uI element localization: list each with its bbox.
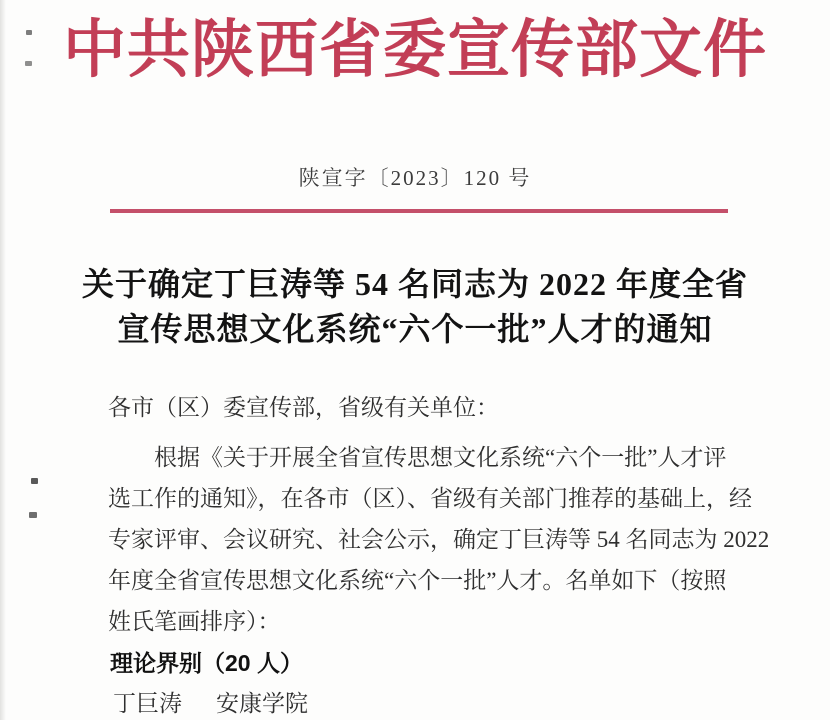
masthead-title: 中共陕西省委宣传部文件 <box>63 15 767 85</box>
salutation: 各市（区）委宣传部，省级有关单位： <box>108 395 499 420</box>
red-divider-rule <box>110 209 728 213</box>
section-heading-theory-category: 理论界别（20 人） <box>110 650 303 676</box>
scan-speck <box>29 512 37 518</box>
body-line: 年度全省宣传思想文化系统“六个一批”人才。名单如下（按照 <box>108 568 727 593</box>
scan-edge-shadow <box>0 0 6 720</box>
roster-person-name: 丁巨涛 <box>113 691 182 716</box>
body-paragraph <box>108 437 770 642</box>
body-line: 专家评审、会议研究、社会公示，确定丁巨涛等 54 名同志为 2022 <box>108 527 770 552</box>
body-line: 姓氏笔画排序）： <box>108 609 281 634</box>
subject-title <box>0 262 830 352</box>
scan-speck <box>31 478 38 484</box>
body-line: 根据《关于开展全省宣传思想文化系统“六个一批”人才评 <box>154 445 727 470</box>
subject-title-line1: 关于确定丁巨涛等 54 名同志为 2022 年度全省 <box>81 266 748 302</box>
body-line: 选工作的通知》，在各市（区）、省级有关部门推荐的基础上，经 <box>108 486 752 511</box>
subject-title-line2: 宣传思想文化系统“六个一批”人才的通知 <box>117 311 713 347</box>
roster-row <box>113 688 308 720</box>
document-number: 陕宣字〔2023〕120 号 <box>298 166 532 190</box>
roster-organization: 安康学院 <box>216 691 308 716</box>
